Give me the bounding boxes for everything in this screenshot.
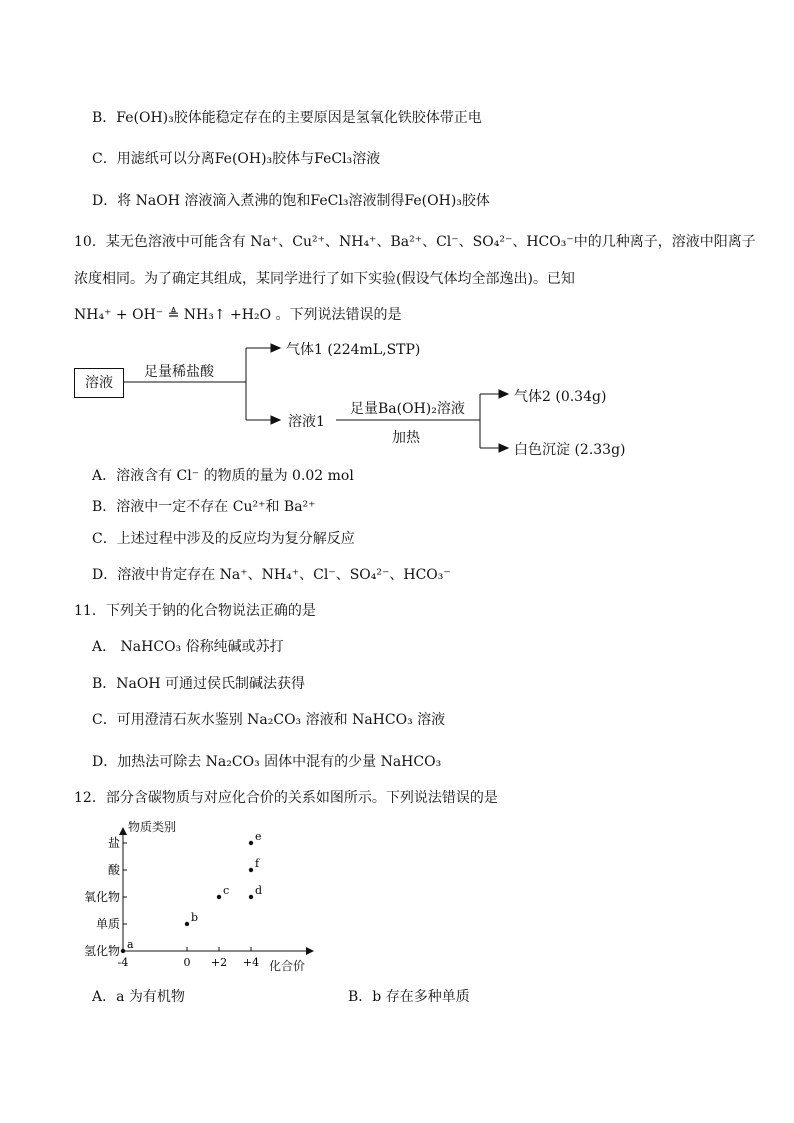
y-category-label: 酸 [107, 863, 120, 877]
q10-stem-line1: 10．某无色溶液中可能含有 Na⁺、Cu²⁺、NH₄⁺、Ba²⁺、Cl⁻、SO₄²⁻、HCO₃⁻中的几种离子，溶液中阳离子 [74, 234, 756, 250]
x-axis-arrow [306, 947, 314, 955]
data-point-d [249, 895, 253, 899]
data-point-b [185, 922, 189, 926]
data-point-label-e: e [255, 830, 262, 843]
chart-svg [76, 815, 336, 975]
q10-option-a: A．溶液含有 Cl⁻ 的物质的量为 0.02 mol [92, 468, 354, 484]
chart-x-label: 化合价 [269, 959, 306, 973]
q9-option-b: B．Fe(OH)₃胶体能稳定存在的主要原因是氢氧化铁胶体带正电 [92, 110, 482, 126]
y-category-label: 氧化物 [83, 890, 120, 904]
experiment-flowchart [70, 336, 720, 466]
q12-option-b: B．b 存在多种单质 [348, 989, 470, 1005]
y-category-label: 盐 [107, 836, 120, 850]
x-tick-label: 0 [183, 956, 191, 969]
data-point-c [217, 895, 221, 899]
flow-reagent-2: 足量Ba(OH)₂溶液 [350, 401, 465, 417]
q10-option-d: D．溶液中肯定存在 Na⁺、NH₄⁺、Cl⁻、SO₄²⁻、HCO₃⁻ [92, 567, 451, 583]
flow-white-precipitate: 白色沉淀 (2.33g) [514, 442, 626, 458]
q11-option-d: D．加热法可除去 Na₂CO₃ 固体中混有的少量 NaHCO₃ [92, 754, 442, 770]
data-point-label-b: b [191, 911, 199, 924]
data-point-a [121, 949, 125, 953]
x-tick-label: +2 [210, 956, 228, 969]
chart-y-label: 物质类别 [128, 820, 177, 834]
q12-option-a: A．a 为有机物 [92, 989, 185, 1005]
q11-option-c: C．可用澄清石灰水鉴别 Na₂CO₃ 溶液和 NaHCO₃ 溶液 [92, 712, 446, 728]
data-point-e [249, 841, 253, 845]
flow-condition-heat: 加热 [392, 430, 420, 446]
q11-option-a: A． NaHCO₃ 俗称纯碱或苏打 [92, 639, 284, 655]
q10-option-b: B．溶液中一定不存在 Cu²⁺和 Ba²⁺ [92, 499, 316, 515]
data-point-label-a: a [127, 938, 134, 951]
x-tick-label: +4 [242, 956, 260, 969]
data-point-label-d: d [255, 884, 263, 897]
data-point-label-f: f [255, 857, 260, 870]
y-category-label: 单质 [95, 917, 120, 931]
q10-option-c: C．上述过程中涉及的反应均为复分解反应 [92, 531, 355, 547]
x-tick-label: -4 [117, 956, 129, 969]
q11-stem: 11．下列关于钠的化合物说法正确的是 [74, 603, 316, 619]
data-point-label-c: c [223, 884, 230, 897]
flow-start-solution: 溶液 [74, 368, 124, 398]
carbon-valence-chart [76, 815, 336, 975]
data-point-f [249, 868, 253, 872]
flow-reagent-1: 足量稀盐酸 [144, 364, 214, 380]
y-category-label: 氢化物 [83, 944, 120, 958]
y-axis-arrow [119, 827, 127, 835]
flow-gas-1: 气体1 (224mL,STP) [286, 342, 421, 358]
flow-solution-1: 溶液1 [288, 414, 325, 430]
q10-stem-line2: 浓度相同。为了确定其组成，某同学进行了如下实验(假设气体均全部逸出)。已知 [74, 271, 575, 287]
flow-gas-2: 气体2 (0.34g) [514, 389, 607, 405]
q12-stem: 12．部分含碳物质与对应化合价的关系如图所示。下列说法错误的是 [74, 790, 498, 806]
q9-option-c: C．用滤纸可以分离Fe(OH)₃胶体与FeCl₃溶液 [92, 151, 381, 167]
q10-stem-line3: NH₄⁺ + OH⁻ ≜ NH₃↑ +H₂O 。下列说法错误的是 [74, 307, 402, 323]
q9-option-d: D．将 NaOH 溶液滴入煮沸的饱和FeCl₃溶液制得Fe(OH)₃胶体 [92, 193, 490, 209]
q11-option-b: B．NaOH 可通过侯氏制碱法获得 [92, 676, 306, 692]
